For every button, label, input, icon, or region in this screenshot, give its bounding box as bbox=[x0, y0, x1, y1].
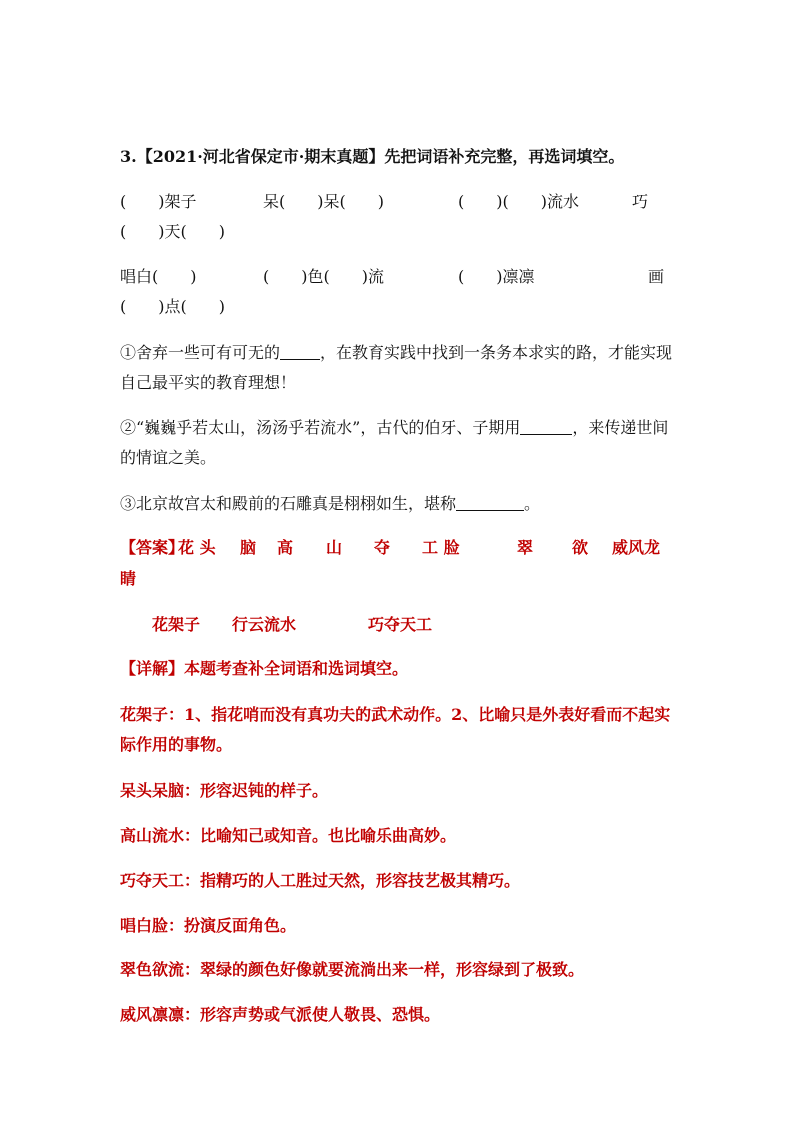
question-heading bbox=[120, 146, 680, 168]
sentence-2-blank bbox=[520, 418, 572, 435]
explanation-item: 唱白脸：扮演反面角色。 bbox=[120, 916, 297, 935]
answer-label: 【答案】 bbox=[120, 538, 185, 557]
sentence-1-blank bbox=[280, 343, 320, 360]
fill-item: ( )凛凛 bbox=[458, 267, 535, 286]
explanation-item: 巧夺天工：指精巧的人工胜过天然，形容技艺极其精巧。 bbox=[120, 871, 521, 890]
sentence-2-before: ②“巍巍乎若太山，汤汤乎若流水”，古代的伯牙、子期用 bbox=[120, 418, 521, 437]
answer-word-tail: 睛 bbox=[120, 569, 137, 588]
answer-word: 威风龙 bbox=[612, 538, 661, 557]
question-instruction: 先把词语补充完整，再选词填空。 bbox=[384, 147, 625, 166]
explanation-item: 花架子：1、指花哨而没有真功夫的武术动作。2、比喻只是外表好看而不起实际作用的事物。 bbox=[120, 705, 671, 754]
answer-word: 脑 bbox=[240, 538, 257, 557]
sentence-3 bbox=[120, 489, 675, 519]
answer-word: 夺 bbox=[374, 538, 391, 557]
sentence-1-after: ，在教育实践中找到一条务本求实的路，才能实现自己最平实的教育理想！ bbox=[120, 343, 673, 392]
explanation-item: 威风凛凛：形容声势或气派使人敬畏、恐惧。 bbox=[120, 1005, 441, 1024]
answer-word: 翠 bbox=[517, 538, 534, 557]
answer-word: 工 脸 bbox=[422, 538, 460, 557]
explanation-label: 【详解】 bbox=[120, 659, 185, 678]
answer-word: 欲 bbox=[572, 538, 589, 557]
sentence-2 bbox=[120, 413, 675, 473]
explanation-item: 呆头呆脑：形容迟钝的样子。 bbox=[120, 781, 329, 800]
fill-item: ( )色( )流 bbox=[263, 267, 384, 286]
sentence-1 bbox=[120, 338, 675, 398]
sentence-2-after: ，来传递世间的情谊之美。 bbox=[120, 418, 669, 467]
sentence-3-blank bbox=[456, 494, 524, 511]
fill-item: 画 bbox=[648, 267, 665, 286]
answer-choice: 巧夺天工 bbox=[368, 615, 433, 634]
explanation-intro: 本题考查补全词语和选词填空。 bbox=[184, 659, 409, 678]
fill-item: ( )( )流水 bbox=[458, 192, 579, 211]
answer-word: 山 bbox=[326, 538, 343, 557]
answer-word: 高 bbox=[277, 538, 294, 557]
sentence-3-after: 。 bbox=[524, 494, 541, 513]
sentence-3-before: ③北京故宫太和殿前的石雕真是栩栩如生，堪称 bbox=[120, 494, 457, 513]
explanation-heading bbox=[120, 658, 680, 680]
fill-item: 呆( )呆( ) bbox=[263, 192, 384, 211]
fill-item: 唱白( ) bbox=[120, 267, 197, 286]
explanation-item: 翠色欲流：翠绿的颜色好像就要流淌出来一样，形容绿到了极致。 bbox=[120, 960, 585, 979]
fill-item: ( )天( ) bbox=[120, 222, 225, 241]
fill-item: ( )点( ) bbox=[120, 297, 225, 316]
answer-choice: 花架子 bbox=[152, 615, 201, 634]
fill-item: 巧 bbox=[632, 192, 649, 211]
question-source-tag: 【2021·河北省保定市·期末真题】 bbox=[136, 147, 385, 166]
explanation-item: 高山流水：比喻知己或知音。也比喻乐曲高妙。 bbox=[120, 826, 457, 845]
sentence-1-before: ①舍弃一些可有可无的 bbox=[120, 343, 281, 362]
fill-item: ( )架子 bbox=[120, 192, 197, 211]
answer-choice: 行云流水 bbox=[232, 615, 297, 634]
answer-word: 花 头 bbox=[178, 538, 216, 557]
question-number: 3. bbox=[120, 147, 137, 166]
